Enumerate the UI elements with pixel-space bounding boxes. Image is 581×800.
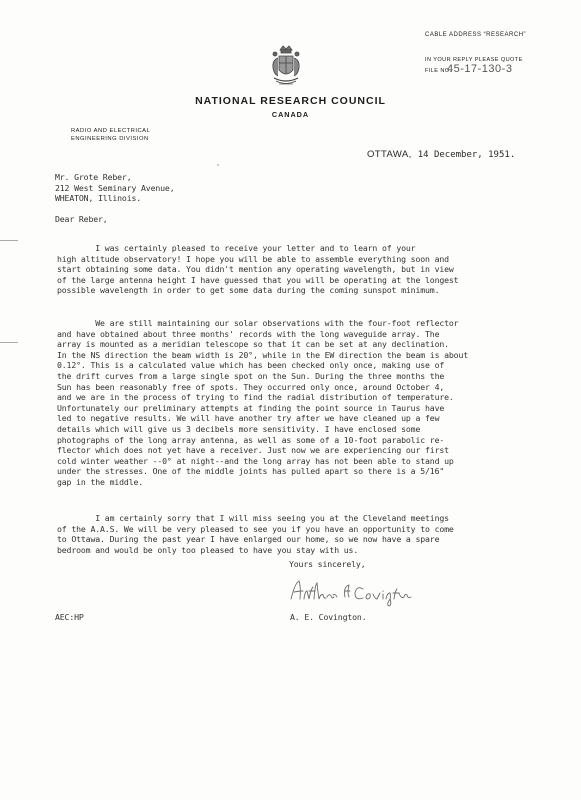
closing: Yours sincerely,	[289, 559, 366, 569]
reference-initials: AEC:HP	[55, 612, 84, 622]
handwritten-signature	[287, 577, 417, 607]
cable-address: CABLE ADDRESS “RESEARCH”	[425, 32, 527, 38]
coat-of-arms-icon	[266, 44, 306, 90]
dateline	[367, 149, 515, 160]
reply-quote-label: IN YOUR REPLY PLEASE QUOTE	[425, 57, 523, 63]
margin-mark	[0, 240, 18, 241]
recipient-address: Mr. Grote Reber, 212 West Seminary Avenue, WHEATON, Illinois.	[55, 172, 175, 204]
signer-name: A. E. Covington.	[290, 612, 367, 622]
margin-mark	[0, 342, 18, 343]
organization-name: NATIONAL RESEARCH COUNCIL	[195, 95, 386, 107]
file-number: 45-17-130-3	[447, 63, 513, 75]
body-paragraph-3: I am certainly sorry that I will miss seeing you at the Cleveland meetings of the A.A.S. We will be very pleased to see you if you have an opportunity to come to Ottawa. During the past year I have enlarged our home, so we now have a spare bedroom and would be only too pleased to have you stay with us.	[57, 513, 454, 555]
body-paragraph-1: I was certainly pleased to receive your letter and to learn of your high altitude observatory! I hope you will be able to assemble everything soon and start obtaining some data. You didn't mention any operating wavelength, but in view of the large antenna height I have guessed that you will be operating at the longest possible wavelength in order to get some data during the coming sunspot minimum.	[57, 243, 459, 296]
division-line-1: RADIO AND ELECTRICAL	[71, 128, 151, 134]
file-no-label: FILE NO.	[425, 68, 452, 74]
letter-date: 14 December, 1951.	[417, 150, 516, 160]
division-line-2: ENGINEERING DIVISION	[71, 136, 149, 142]
city: OTTAWA,	[367, 149, 412, 160]
salutation: Dear Reber,	[55, 214, 108, 224]
organization-country: CANADA	[271, 110, 310, 119]
body-paragraph-2: We are still maintaining our solar observations with the four-foot reflector and have obtained about three months' records with the long waveguide array. The array is mounted as a meridian telescope so that it can be set at any declination. In the NS direction the beam width is 20°, while in the EW direction the beam is about 0.12°. This is a calculated value which has been checked only once, making use of the drift curves from a large single spot on the Sun. During the three months the Sun has been reasonably free of spots. They occurred only once, around October 4, and we are in the process of trying to find the radial distribution of temperature. Unfortunately our preliminary attempts at finding the point source in Taurus have led to negative results. We will have another try after we have cleaned up a few details which will give us 3 decibels more sensitivity. I have enclosed some photographs of the long array antenna, as well as some of a 10-foot parabolic re- flector which does not yet have a receiver. Just now we are experiencing our first cold winter weather --0° at night--and the long array has not been able to stand up under the stresses. One of the middle joints has pulled apart so there is a 5/16" gap in the middle.	[57, 318, 469, 487]
ink-speck	[217, 164, 219, 166]
